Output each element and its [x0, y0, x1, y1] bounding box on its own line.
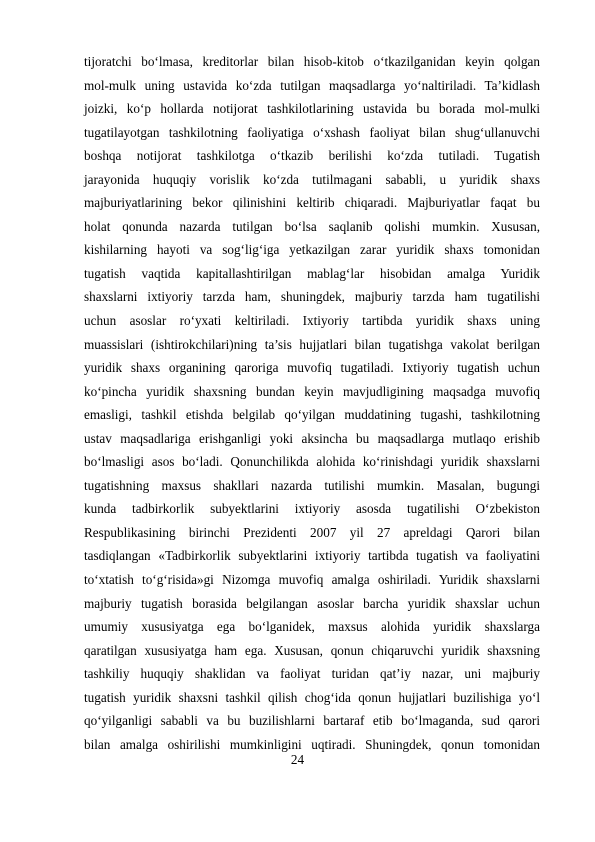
text-line: tashkiliy huquqiy shaklidan va faoliyat turidan qat’iy nazar, uni majburiy	[84, 666, 540, 682]
page-number: 24	[290, 752, 305, 767]
text-line: qaratilgan xususiyatga ham ega. Xususan, qonun chiqaruvchi yuridik shaxsning	[84, 642, 540, 658]
text-line: uchun asoslar ro‘yxati keltiriladi. Ixtiyoriy tartibda yuridik shaxs uning	[84, 313, 540, 329]
text-line: kunda tadbirkorlik subyektlarini ixtiyoriy asosda tugatilishi O‘zbekiston	[84, 501, 540, 517]
text-line: qo‘yilganligi sababli va bu buzilishlarni bartaraf etib bo‘lmaganda, sud qarori	[84, 713, 540, 729]
text-line: kishilarning hayoti va sog‘lig‘iga yetkazilgan zarar yuridik shaxs tomonidan	[84, 242, 540, 258]
text-line: tugatishning maxsus shakllari nazarda tutilishi mumkin. Masalan, bugungi	[84, 477, 540, 493]
text-line: emasligi, tashkil etishda belgilab qo‘yilgan muddatining tugashi, tashkilotning	[84, 407, 540, 423]
body-text	[84, 50, 540, 756]
text-line: muassislari (ishtirokchilari)ning ta’sis hujjatlari bilan tugatishga vakolat berilgan	[84, 336, 540, 352]
text-line: umumiy xususiyatga ega bo‘lganidek, maxsus alohida yuridik shaxslarga	[84, 619, 540, 635]
text-line: mol-mulk uning ustavida ko‘zda tutilgan maqsadlarga yo‘naltiriladi. Ta’kidlash	[84, 77, 540, 93]
text-line: tugatish yuridik shaxsni tashkil qilish chog‘ida qonun hujjatlari buzilishiga yo‘l	[84, 689, 540, 705]
text-line: ustav maqsadlariga erishganligi yoki aksincha bu maqsadlarga mutlaqo erishib	[84, 430, 540, 446]
text-line: boshqa notijorat tashkilotga o‘tkazib berilishi ko‘zda tutiladi. Tugatish	[84, 148, 540, 164]
text-line: shaxslarni ixtiyoriy tarzda ham, shuningdek, majburiy tarzda ham tugatilishi	[84, 289, 540, 305]
text-line: tugatilayotgan tashkilotning faoliyatiga o‘xshash faoliyat bilan shug‘ullanuvchi	[84, 124, 540, 140]
text-line: tugatish vaqtida kapitallashtirilgan mablag‘lar hisobidan amalga Yuridik	[84, 265, 540, 281]
text-line: tasdiqlangan «Tadbirkorlik subyektlarini ixtiyoriy tartibda tugatish va faoliyatini	[84, 548, 540, 564]
text-line: ko‘pincha yuridik shaxsning bundan keyin mavjudligining maqsadga muvofiq	[84, 383, 540, 399]
text-line: tijoratchi bo‘lmasa, kreditorlar bilan hisob-kitob o‘tkazilganidan keyin qolgan	[84, 54, 540, 69]
text-line: bilan amalga oshirilishi mumkinligini uqtiradi. Shuningdek, qonun tomonidan	[84, 736, 540, 752]
text-line: joizki, ko‘p hollarda notijorat tashkilotlarining ustavida bu borada mol-mulki	[84, 101, 540, 117]
text-line: bo‘lmasligi asos bo‘ladi. Qonunchilikda alohida ko‘rinishdagi yuridik shaxslarni	[84, 454, 540, 470]
text-line: yuridik shaxs organining qaroriga muvofiq tugatiladi. Ixtiyoriy tugatish uchun	[84, 360, 540, 376]
text-line: holat qonunda nazarda tutilgan bo‘lsa saqlanib qolishi mumkin. Xususan,	[84, 218, 540, 234]
text-line: to‘xtatish to‘g‘risida»gi Nizomga muvofiq amalga oshiriladi. Yuridik shaxslarni	[84, 572, 540, 588]
text-line: Respublikasining birinchi Prezidenti 2007 yil 27 apreldagi Qarori bilan	[84, 524, 540, 540]
text-line: majburiy tugatish borasida belgilangan asoslar barcha yuridik shaxslar uchun	[84, 595, 540, 611]
text-line: jarayonida huquqiy vorislik ko‘zda tutilmagani sababli, u yuridik shaxs	[84, 171, 540, 187]
text-line: majburiyatlarining bekor qilinishini keltirib chiqaradi. Majburiyatlar faqat bu	[84, 195, 540, 211]
